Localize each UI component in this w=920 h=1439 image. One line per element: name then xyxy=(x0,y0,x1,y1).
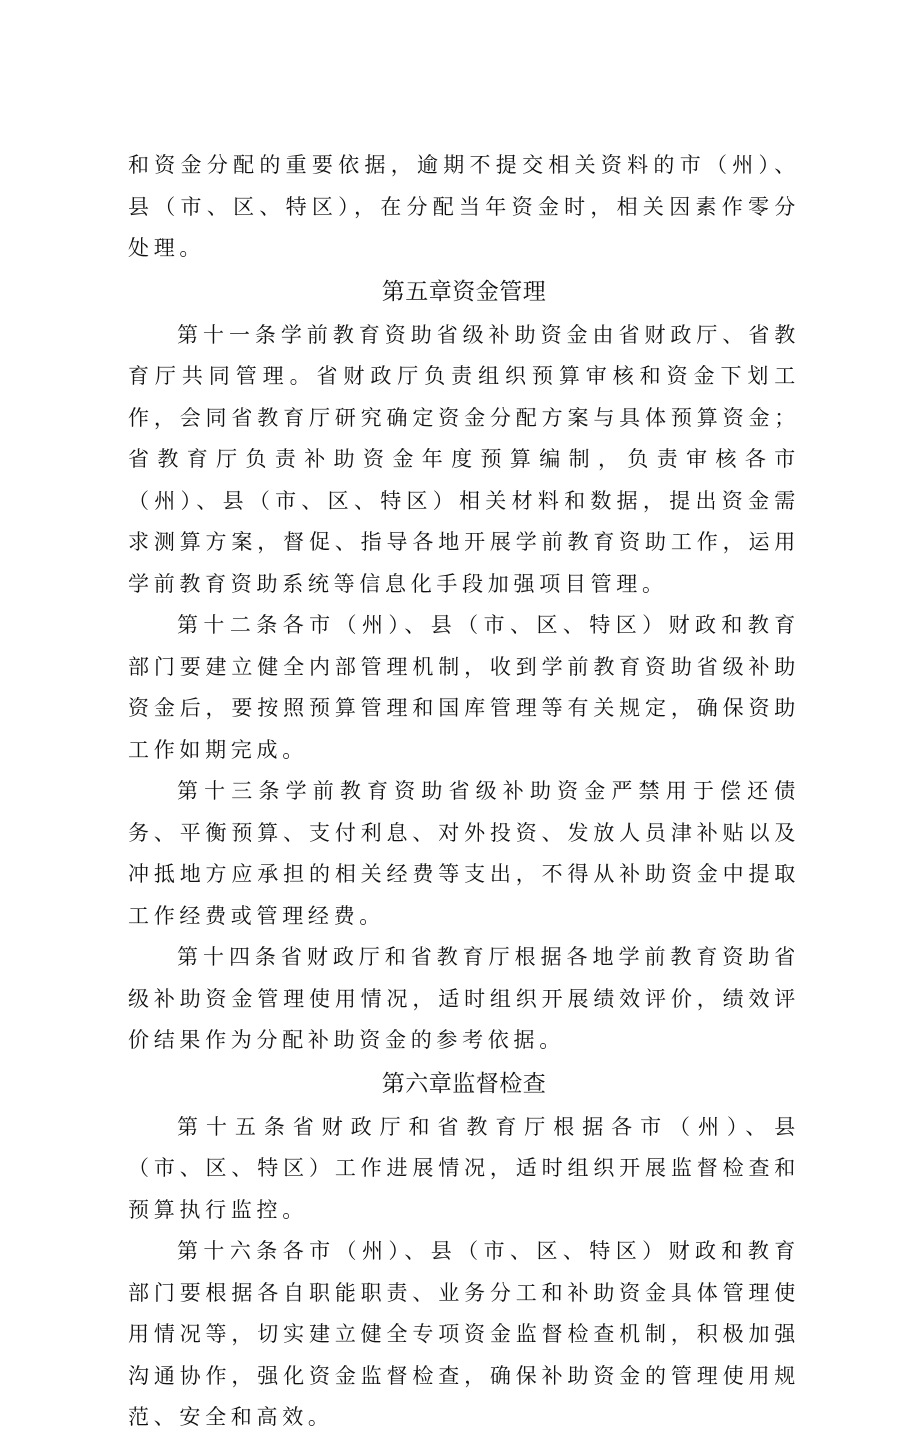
article-11: 第十一条学前教育资助省级补助资金由省财政厅、省教育厅共同管理。省财政厅负责组织预算审核和资金下划工作，会同省教育厅研究确定资金分配方案与具体预算资金；省教育厅负责补助资金年度预算编制，负责审核各市（州）、县（市、区、特区）相关材料和数据，提出资金需求测算方案，督促、指导各地开展学前教育资助工作，运用学前教育资助系统等信息化手段加强项目管理。 xyxy=(128,322,800,596)
article-16: 第十六条各市（州）、县（市、区、特区）财政和教育部门要根据各自职能职责、业务分工和补助资金具体管理使用情况等，切实建立健全专项资金监督检查机制，积极加强沟通协作，强化资金监督检查，确保补助资金的管理使用规范、安全和高效。 xyxy=(128,1239,800,1429)
article-14: 第十四条省财政厅和省教育厅根据各地学前教育资助省级补助资金管理使用情况，适时组织开展绩效评价，绩效评价结果作为分配补助资金的参考依据。 xyxy=(128,945,800,1052)
chapter-6-title: 第六章监督检查 xyxy=(381,1070,547,1097)
chapter-5-title: 第五章资金管理 xyxy=(381,278,547,305)
article-13: 第十三条学前教育资助省级补助资金严禁用于偿还债务、平衡预算、支付利息、对外投资、发放人员津补贴以及冲抵地方应承担的相关经费等支出，不得从补助资金中提取工作经费或管理经费。 xyxy=(128,779,800,928)
intro-paragraph: 和资金分配的重要依据，逾期不提交相关资料的市（州）、县（市、区、特区），在分配当年资金时，相关因素作零分处理。 xyxy=(128,153,800,260)
article-12: 第十二条各市（州）、县（市、区、特区）财政和教育部门要建立健全内部管理机制，收到学前教育资助省级补助资金后，要按照预算管理和国库管理等有关规定，确保资助工作如期完成。 xyxy=(128,613,800,762)
document-body xyxy=(128,145,800,1439)
article-15: 第十五条省财政厅和省教育厅根据各市（州）、县（市、区、特区）工作进展情况，适时组织开展监督检查和预算执行监控。 xyxy=(128,1114,800,1222)
